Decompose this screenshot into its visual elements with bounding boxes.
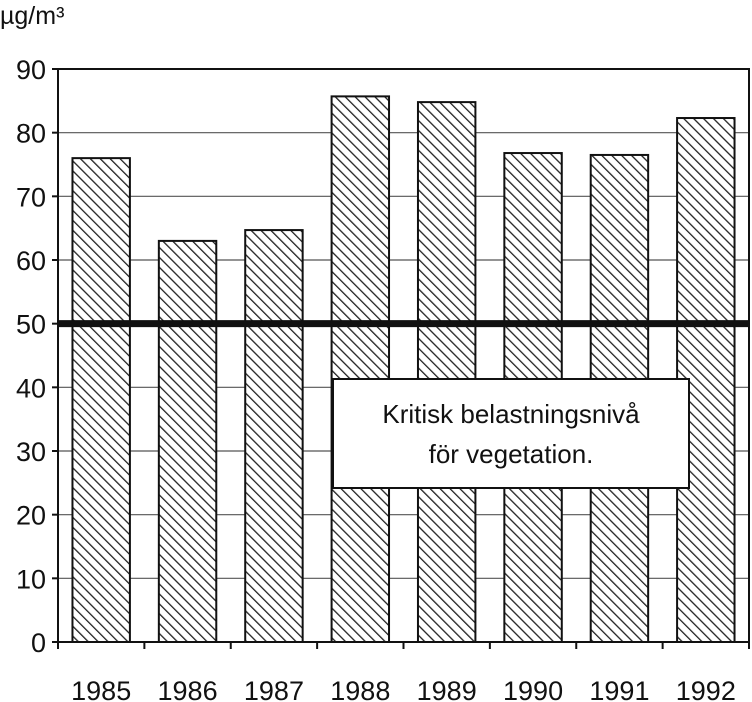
- y-tick-label: 90: [15, 55, 46, 85]
- x-tick-label: 1988: [330, 676, 391, 702]
- y-tick-label: 40: [15, 373, 46, 404]
- y-axis-unit-label: µg/m³: [0, 2, 65, 30]
- bar-1988: [332, 96, 389, 642]
- bar-1986: [159, 241, 216, 642]
- y-tick-label: 10: [15, 564, 46, 595]
- x-tick-label: 1989: [416, 676, 477, 702]
- y-tick-label: 70: [15, 182, 46, 213]
- annotation-line-1: Kritisk belastningsnivå: [382, 399, 640, 429]
- y-tick-label: 60: [15, 246, 46, 276]
- bar-1989: [418, 102, 475, 642]
- x-tick-label: 1987: [243, 676, 304, 702]
- y-tick-labels: [16, 55, 46, 658]
- bars: [72, 96, 734, 642]
- x-tick-label: 1986: [157, 676, 218, 702]
- annotation-line-2: för vegetation.: [428, 439, 594, 469]
- x-tick-label: 1992: [675, 676, 736, 702]
- y-tick-label: 0: [30, 628, 46, 658]
- y-tick-label: 30: [15, 437, 46, 467]
- y-tick-label: 80: [15, 118, 46, 149]
- annotation-box: [333, 379, 689, 488]
- x-tick-label: 1985: [71, 676, 132, 702]
- x-tick-labels: [58, 642, 749, 702]
- bar-1987: [245, 230, 302, 642]
- x-tick-label: 1991: [589, 676, 650, 702]
- y-tick-label: 20: [15, 500, 46, 531]
- y-tick-label: 50: [15, 309, 46, 340]
- bar-1985: [72, 158, 129, 642]
- x-tick-label: 1990: [503, 676, 564, 702]
